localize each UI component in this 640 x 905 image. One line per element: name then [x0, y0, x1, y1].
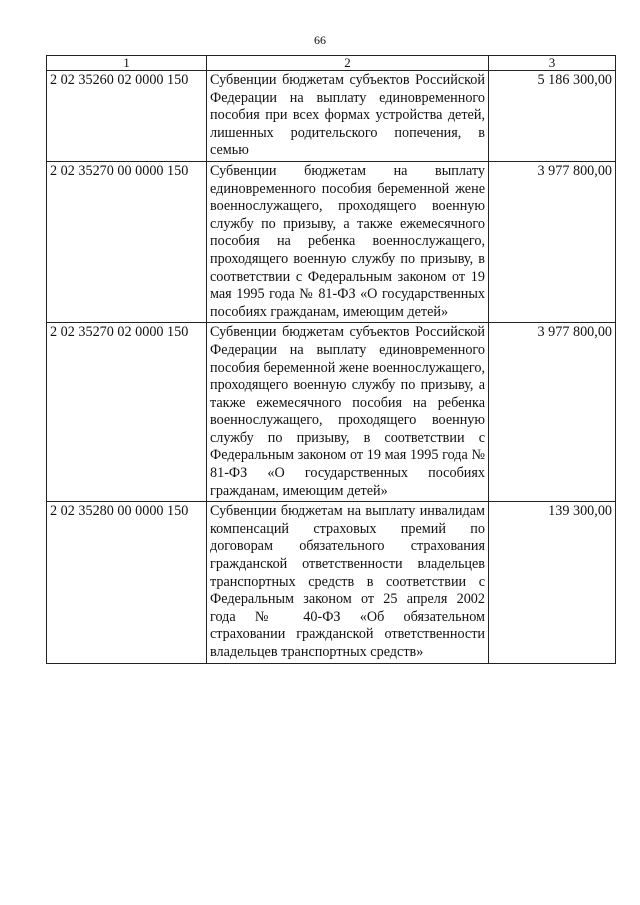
table-row	[47, 161, 616, 322]
amount: 3 977 800,00	[489, 161, 616, 322]
budget-table	[46, 55, 616, 664]
amount: 3 977 800,00	[489, 323, 616, 502]
budget-code: 2 02 35260 02 0000 150	[47, 71, 207, 162]
column-header-1: 1	[47, 56, 207, 71]
column-header-3: 3	[489, 56, 616, 71]
page-number: 66	[314, 33, 326, 47]
table-row	[47, 502, 616, 663]
amount: 5 186 300,00	[489, 71, 616, 162]
column-header-2: 2	[207, 56, 489, 71]
table-header-row	[47, 56, 616, 71]
revenue-description: Субвенции бюджетам на выплату единовременного пособия беременной жене военнослужащего, проходящего военную службу по призыву, а также ежемесячного пособия на ребенка военнослужащего, проходящего военную службу по призыву, в соответствии с Федеральным законом от 19 мая 1995 года № 81-ФЗ «О государственных пособиях гражданам, имеющим детей»	[207, 161, 489, 322]
budget-code: 2 02 35270 00 0000 150	[47, 161, 207, 322]
table-row	[47, 71, 616, 162]
table-row	[47, 323, 616, 502]
budget-code: 2 02 35270 02 0000 150	[47, 323, 207, 502]
budget-code: 2 02 35280 00 0000 150	[47, 502, 207, 663]
revenue-description: Субвенции бюджетам субъектов Российской Федерации на выплату единовременного пособия беременной жене военнослужащего, проходящего военную службу по призыву, а также ежемесячного пособия на ребенка военнослужащего, проходящего военную службу по призыву, в соответствии с Федеральным законом от 19 мая 1995 года № 81-ФЗ «О государственных пособиях гражданам, имеющим детей»	[207, 323, 489, 502]
revenue-description: Субвенции бюджетам субъектов Российской Федерации на выплату единовременного пособия при всех формах устройства детей, лишенных родительского попечения, в семью	[207, 71, 489, 162]
amount: 139 300,00	[489, 502, 616, 663]
revenue-description: Субвенции бюджетам на выплату инвалидам компенсаций страховых премий по договорам обязательного страхования гражданской ответственности владельцев транспортных средств в соответствии с Федеральным законом от 25 апреля 2002 года № 40-ФЗ «Об обязательном страховании гражданской ответственности владельцев транспортных средств»	[207, 502, 489, 663]
